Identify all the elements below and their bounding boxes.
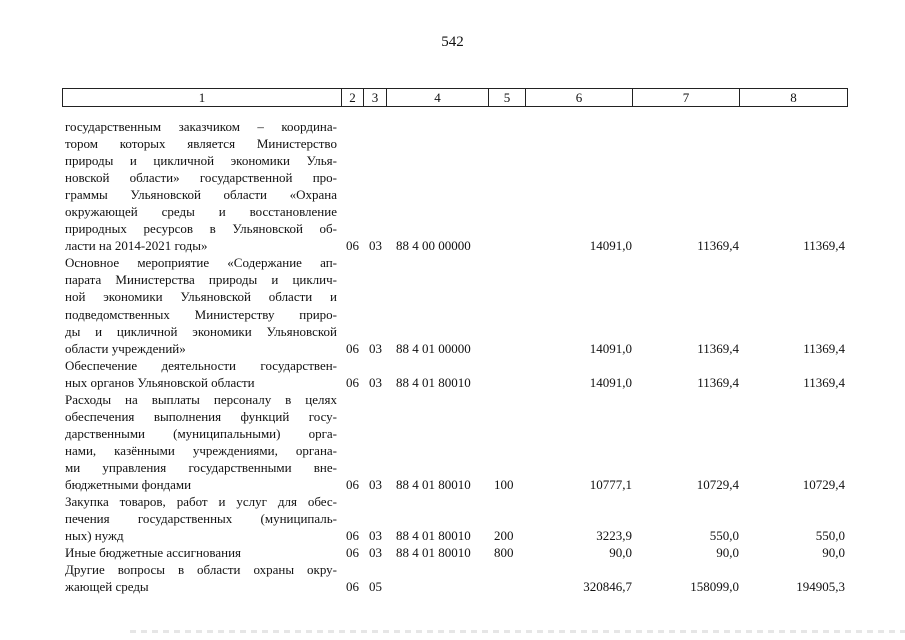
amount-col-7: 11369,4	[697, 238, 739, 254]
amount-col-8: 10729,4	[802, 477, 845, 493]
target-article-code: 88 4 00 00000	[396, 238, 471, 254]
amount-col-6: 14091,0	[589, 340, 632, 356]
section-code: 06	[346, 238, 359, 254]
description-line: ных органов Ульяновской области	[65, 374, 255, 390]
amount-col-6: 14091,0	[589, 374, 632, 390]
amount-col-7: 158099,0	[690, 579, 739, 595]
description-line: области учреждений»	[65, 340, 186, 356]
amount-col-6: 90,0	[609, 545, 632, 561]
page-number: 542	[441, 34, 464, 50]
expense-type-code: 800	[494, 545, 514, 561]
target-article-code: 88 4 01 80010	[396, 545, 471, 561]
scan-edge-artifact	[130, 630, 905, 633]
section-code: 06	[346, 545, 359, 561]
column-header-6: 6	[526, 89, 633, 106]
amount-col-7: 10729,4	[696, 477, 739, 493]
column-header-2: 2	[342, 89, 364, 106]
subsection-code: 03	[369, 477, 382, 493]
table-header	[62, 88, 848, 107]
section-code: 06	[346, 477, 359, 493]
description-line: печения государственных (муниципаль-	[65, 511, 337, 527]
expense-type-code: 200	[494, 528, 514, 544]
description-line: нами, казёнными учреждениями, органа-	[65, 442, 337, 458]
description-line: природы и цикличной экономики Улья-	[65, 153, 337, 169]
amount-col-8: 11369,4	[803, 238, 845, 254]
amount-col-8: 194905,3	[796, 579, 845, 595]
subsection-code: 03	[369, 545, 382, 561]
subsection-code: 03	[369, 238, 382, 254]
table-body	[0, 118, 905, 595]
description-line: окружающей среды и восстановление	[65, 204, 337, 220]
subsection-code: 05	[369, 579, 382, 595]
amount-col-8: 90,0	[822, 545, 845, 561]
section-code: 06	[346, 340, 359, 356]
column-header-4: 4	[387, 89, 489, 106]
subsection-code: 03	[369, 374, 382, 390]
description-line: граммы Ульяновской области «Охрана	[65, 187, 337, 203]
subsection-code: 03	[369, 528, 382, 544]
column-header-1: 1	[63, 89, 342, 106]
column-header-3: 3	[364, 89, 387, 106]
description-line: ной экономики Ульяновской области и	[65, 289, 337, 305]
amount-col-7: 90,0	[716, 545, 739, 561]
description-line: государственным заказчиком – координа-	[65, 119, 337, 134]
section-code: 06	[346, 374, 359, 390]
target-article-code: 88 4 01 80010	[396, 477, 471, 493]
table-row	[0, 544, 905, 561]
row-description	[65, 391, 337, 493]
amount-col-6: 10777,1	[589, 477, 632, 493]
description-line: ми управления государственными вне-	[65, 459, 337, 475]
amount-col-8: 11369,4	[803, 340, 845, 356]
column-header-8: 8	[790, 90, 797, 105]
row-description	[65, 493, 337, 544]
description-line: природных ресурсов в Ульяновской об-	[65, 221, 337, 237]
target-article-code: 88 4 01 80010	[396, 374, 471, 390]
description-line: бюджетными фондами	[65, 477, 192, 493]
row-description	[65, 561, 337, 595]
row-description	[65, 254, 337, 356]
table-row	[0, 391, 905, 493]
table-row	[0, 118, 905, 254]
row-description	[65, 544, 337, 561]
amount-col-7: 11369,4	[697, 374, 739, 390]
table-row	[0, 357, 905, 391]
amount-col-6: 320846,7	[583, 579, 632, 595]
description-line: Другие вопросы в области охраны окру-	[65, 562, 337, 578]
description-line: Обеспечение деятельности государствен-	[65, 357, 337, 373]
row-description	[65, 118, 337, 254]
description-line: Основное мероприятие «Содержание ап-	[65, 255, 337, 271]
description-line: Иные бюджетные ассигнования	[65, 545, 242, 561]
description-line: ных) нужд	[65, 528, 124, 544]
amount-col-6: 14091,0	[589, 238, 632, 254]
description-line: подведомственных Министерству приро-	[65, 306, 337, 322]
description-line: ласти на 2014-2021 годы»	[65, 238, 208, 254]
description-line: Закупка товаров, работ и услуг для обес-	[65, 494, 337, 510]
amount-col-8: 11369,4	[803, 374, 845, 390]
section-code: 06	[346, 528, 359, 544]
target-article-code: 88 4 01 80010	[396, 528, 471, 544]
description-line: дарственными (муниципальными) орга-	[65, 425, 337, 441]
expense-type-code: 100	[494, 477, 514, 493]
description-line: тором которых является Министерство	[65, 136, 337, 152]
section-code: 06	[346, 579, 359, 595]
description-line: ды и цикличной экономики Ульяновской	[65, 323, 337, 339]
row-description	[65, 357, 337, 391]
column-header-5: 5	[489, 89, 526, 106]
table-row	[0, 561, 905, 595]
amount-col-8: 550,0	[815, 528, 845, 544]
amount-col-7: 550,0	[709, 528, 739, 544]
table-row	[0, 493, 905, 544]
amount-col-7: 11369,4	[697, 340, 739, 356]
target-article-code: 88 4 01 00000	[396, 340, 471, 356]
subsection-code: 03	[369, 340, 382, 356]
description-line: обеспечения выполнения функций госу-	[65, 408, 337, 424]
description-line: жающей среды	[65, 579, 149, 595]
amount-col-6: 3223,9	[596, 528, 632, 544]
description-line: Расходы на выплаты персоналу в целях	[65, 391, 337, 407]
description-line: парата Министерства природы и циклич-	[65, 272, 337, 288]
description-line: новской области» государственной про-	[65, 170, 337, 186]
table-row	[0, 254, 905, 356]
column-header-7: 7	[633, 89, 740, 106]
